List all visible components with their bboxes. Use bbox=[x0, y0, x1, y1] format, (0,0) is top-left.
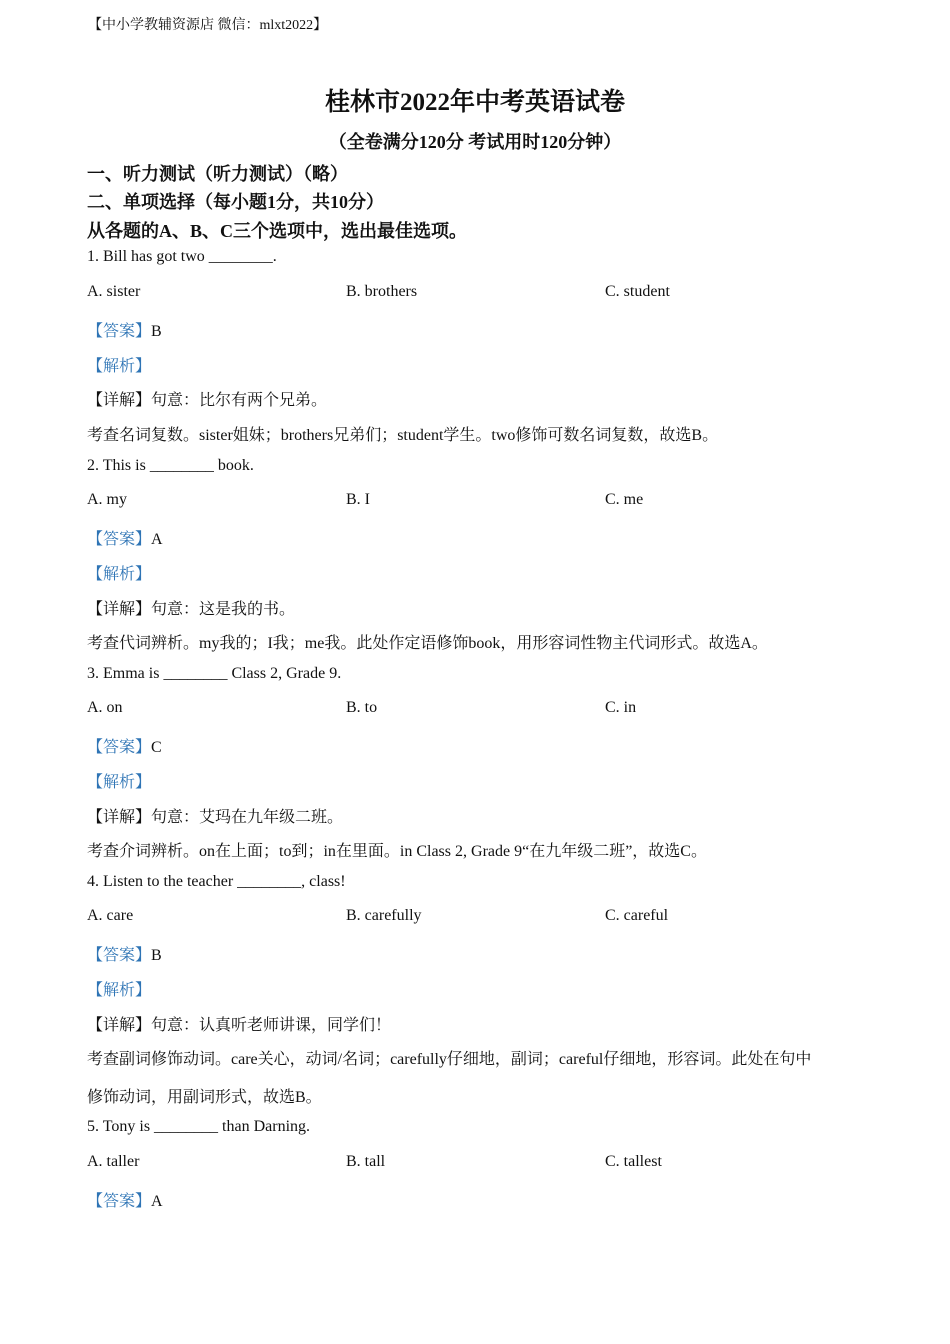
q4-analysis-label: 【解析】 bbox=[87, 982, 152, 999]
q4-explanation-cont: 修饰动词，用副词形式，故选B。 bbox=[87, 1089, 322, 1106]
answer-value: A bbox=[151, 1193, 163, 1210]
q2-analysis-label: 【解析】 bbox=[87, 566, 152, 583]
q4-option-b: B. carefully bbox=[346, 907, 422, 924]
q4-answer bbox=[87, 942, 162, 965]
answer-label: 【答案】 bbox=[87, 531, 152, 548]
q3-option-a: A. on bbox=[87, 699, 123, 716]
section-single-choice: 二、单项选择（每小题1分，共10分） bbox=[87, 192, 384, 212]
q3-option-c: C. in bbox=[605, 699, 637, 716]
answer-label: 【答案】 bbox=[87, 1193, 152, 1210]
question-5: 5. Tony is ________ than Darning. bbox=[87, 1118, 311, 1135]
answer-label: 【答案】 bbox=[87, 739, 152, 756]
q4-detail: 【详解】句意：认真听老师讲课，同学们！ bbox=[87, 1017, 392, 1034]
answer-value: C bbox=[151, 739, 162, 756]
answer-value: B bbox=[151, 323, 162, 340]
q5-option-a: A. taller bbox=[87, 1153, 140, 1170]
q4-option-c: C. careful bbox=[605, 907, 669, 924]
q3-detail: 【详解】句意：艾玛在九年级二班。 bbox=[87, 809, 344, 826]
q1-answer bbox=[87, 318, 162, 341]
question-3: 3. Emma is ________ Class 2, Grade 9. bbox=[87, 665, 342, 682]
q2-option-c: C. me bbox=[605, 491, 644, 508]
q3-option-b: B. to bbox=[346, 699, 378, 716]
answer-value: B bbox=[151, 947, 162, 964]
q3-analysis-label: 【解析】 bbox=[87, 774, 152, 791]
q1-option-a: A. sister bbox=[87, 283, 141, 300]
q5-option-c: C. tallest bbox=[605, 1153, 662, 1170]
q3-answer bbox=[87, 734, 162, 757]
q2-answer bbox=[87, 526, 163, 549]
page-title: 桂林市2022年中考英语试卷 bbox=[324, 89, 625, 116]
header-note: 【中小学教辅资源店 微信：mlxt2022】 bbox=[88, 18, 328, 33]
q2-option-a: A. my bbox=[87, 491, 127, 508]
question-2: 2. This is ________ book. bbox=[87, 457, 254, 474]
q2-detail: 【详解】句意：这是我的书。 bbox=[87, 601, 296, 618]
q4-option-a: A. care bbox=[87, 907, 134, 924]
answer-label: 【答案】 bbox=[87, 947, 152, 964]
q2-option-b: B. I bbox=[346, 491, 370, 508]
q4-explanation: 考查副词修饰动词。care关心，动词/名词；carefully仔细地，副词；careful仔细地，形容词。此处在句中 bbox=[87, 1051, 812, 1068]
question-4: 4. Listen to the teacher ________, class! bbox=[87, 873, 346, 890]
q2-explanation: 考查代词辨析。my我的；I我；me我。此处作定语修饰book，用形容词性物主代词形式。故选A。 bbox=[87, 635, 768, 652]
q5-option-b: B. tall bbox=[346, 1153, 386, 1170]
section-instruction: 从各题的A、B、C三个选项中，选出最佳选项。 bbox=[87, 221, 468, 241]
answer-label: 【答案】 bbox=[87, 323, 152, 340]
q1-option-b: B. brothers bbox=[346, 283, 418, 300]
answer-value: A bbox=[151, 531, 163, 548]
section-listening: 一、听力测试（听力测试）（略） bbox=[87, 164, 348, 184]
q5-answer bbox=[87, 1188, 163, 1211]
page-subtitle: （全卷满分120分 考试用时120分钟） bbox=[328, 132, 622, 152]
q1-explanation: 考查名词复数。sister姐妹；brothers兄弟们；student学生。two修饰可数名词复数，故选B。 bbox=[87, 427, 719, 444]
q1-option-c: C. student bbox=[605, 283, 670, 300]
q1-analysis-label: 【解析】 bbox=[87, 358, 152, 375]
q1-detail: 【详解】句意：比尔有两个兄弟。 bbox=[87, 392, 328, 409]
question-1: 1. Bill has got two ________. bbox=[87, 248, 277, 265]
q3-explanation: 考查介词辨析。on在上面；to到；in在里面。in Class 2, Grade 9“在九年级二班”，故选C。 bbox=[87, 843, 707, 860]
